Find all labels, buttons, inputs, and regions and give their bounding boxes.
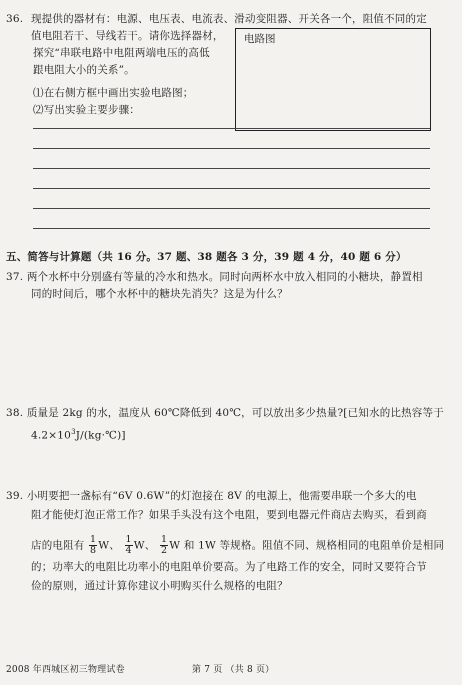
fraction-one-half: $\frac{1}{2}$ [161, 534, 168, 556]
section-title: 五、简答与计算题（共 16 分。37 题、38 题各 3 分，39 题 4 分，40 题 6 分） [6, 251, 407, 263]
footer-page-number: 第 7 页 （共 8 页） [192, 665, 275, 675]
q36-line-2: 值电阻若干、导线若干。请你选择器材， [31, 30, 224, 42]
footer-exam-title: 2008 年西城区初三物理试卷 [6, 665, 125, 675]
q37-line-2: 同的时间后，哪个水杯中的糖块先消失？这是为什么？ [31, 288, 288, 300]
answer-line[interactable] [33, 208, 430, 209]
q38-value: 4.2×10 [31, 429, 72, 442]
q39-line-3-prefix: 店的电阻有 [31, 539, 85, 552]
q36-line-3: 探究“串联电路中电阻两端电压的高低 [33, 47, 210, 59]
q36-line-4: 跟电阻大小的关系”。 [33, 64, 135, 76]
answer-line[interactable] [33, 148, 430, 149]
q38-line-1: 38. 质量是 2kg 的水，温度从 60℃降低到 40℃，可以放出多少热量?[已知水的比热容等于 [6, 407, 444, 419]
q38-line-2 [31, 425, 126, 443]
fraction-one-eighth: $\frac{1}{8}$ [90, 534, 97, 556]
q36-number: 36. [6, 13, 24, 25]
q36-line-1: 现提供的器材有：电源、电压表、电流表、滑动变阻器、开关各一个，阻值不同的定 [31, 13, 427, 25]
fraction-one-quarter: $\frac{1}{4}$ [125, 534, 132, 556]
answer-line[interactable] [33, 188, 430, 189]
circuit-diagram-box[interactable] [235, 28, 431, 131]
q39-line-4: 的；功率大的电阻比功率小的电阻单价要高。为了电路工作的安全，同时又要符合节 [31, 561, 427, 573]
q38-unit: J/(kg·℃)] [75, 429, 126, 442]
q39-line-2: 阻才能使灯泡正常工作？如果手头没有这个电阻，要到电器元件商店去购买，看到商 [31, 509, 427, 521]
circuit-diagram-label: 电路图 [244, 33, 276, 45]
q39-line-5: 俭的原则，通过计算你建议小明购买什么规格的电阻？ [31, 580, 288, 592]
q36-instruction-1: ⑴在右侧方框中画出实验电路图； [33, 87, 194, 99]
q37-line-1: 37. 两个水杯中分别盛有等量的冷水和热水。同时向两杯水中放入相同的小糖块，静置相 [6, 271, 423, 283]
q36-instruction-2: ⑵写出实验主要步骤： [33, 104, 140, 116]
q38-exponent: 3 [71, 428, 76, 436]
answer-line[interactable] [33, 228, 430, 229]
answer-line[interactable] [33, 128, 430, 129]
answer-line[interactable] [33, 168, 430, 169]
q39-line-1: 39. 小明要把一盏标有“6V 0.6W”的灯泡接在 8V 的电源上，他需要串联一个多大的电 [6, 490, 417, 502]
q39-line-3: 店的电阻有 $\frac{1}{8}$ W、 $\frac{1}{4}$ W、 $\frac{1}{2}$ W 和 1W 等规格。阻值不同、规格相同的电阻单价是相同 [31, 534, 445, 556]
